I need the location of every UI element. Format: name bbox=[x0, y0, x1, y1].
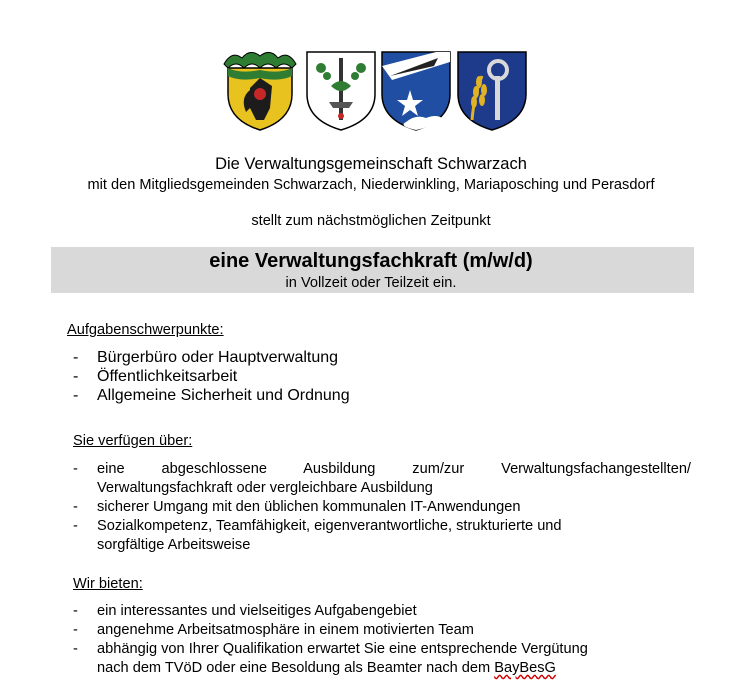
bullet: - bbox=[73, 349, 79, 366]
crest-perasdorf-icon bbox=[452, 46, 532, 132]
organization-title: Die Verwaltungsgemeinschaft Schwarzach bbox=[215, 155, 527, 173]
municipal-crests bbox=[0, 46, 742, 132]
bullet: - bbox=[73, 518, 78, 534]
bullet: - bbox=[73, 499, 78, 515]
intro-text: stellt zum nächstmöglichen Zeitpunkt bbox=[251, 213, 491, 229]
offer-heading: Wir bieten: bbox=[73, 576, 143, 592]
bullet: - bbox=[73, 368, 79, 385]
bullet: - bbox=[73, 641, 78, 657]
crest-niederwinkling-icon bbox=[301, 46, 381, 132]
bullet: - bbox=[73, 461, 78, 477]
crest-schwarzach-icon bbox=[220, 46, 300, 132]
bullet: - bbox=[73, 622, 78, 638]
tasks-heading: Aufgabenschwerpunkte: bbox=[67, 322, 224, 338]
bullet: - bbox=[73, 387, 79, 404]
spellcheck-word: BayBesG bbox=[494, 660, 556, 676]
requirements-heading: Sie verfügen über: bbox=[73, 433, 193, 449]
crest-mariaposching-icon bbox=[376, 46, 456, 132]
bullet: - bbox=[73, 603, 78, 619]
member-municipalities: mit den Mitgliedsgemeinden Schwarzach, Niederwinkling, Mariaposching und Perasdorf bbox=[87, 177, 655, 193]
job-subtitle: in Vollzeit oder Teilzeit ein. bbox=[285, 275, 457, 291]
job-title: eine Verwaltungsfachkraft (m/w/d) bbox=[209, 250, 533, 272]
